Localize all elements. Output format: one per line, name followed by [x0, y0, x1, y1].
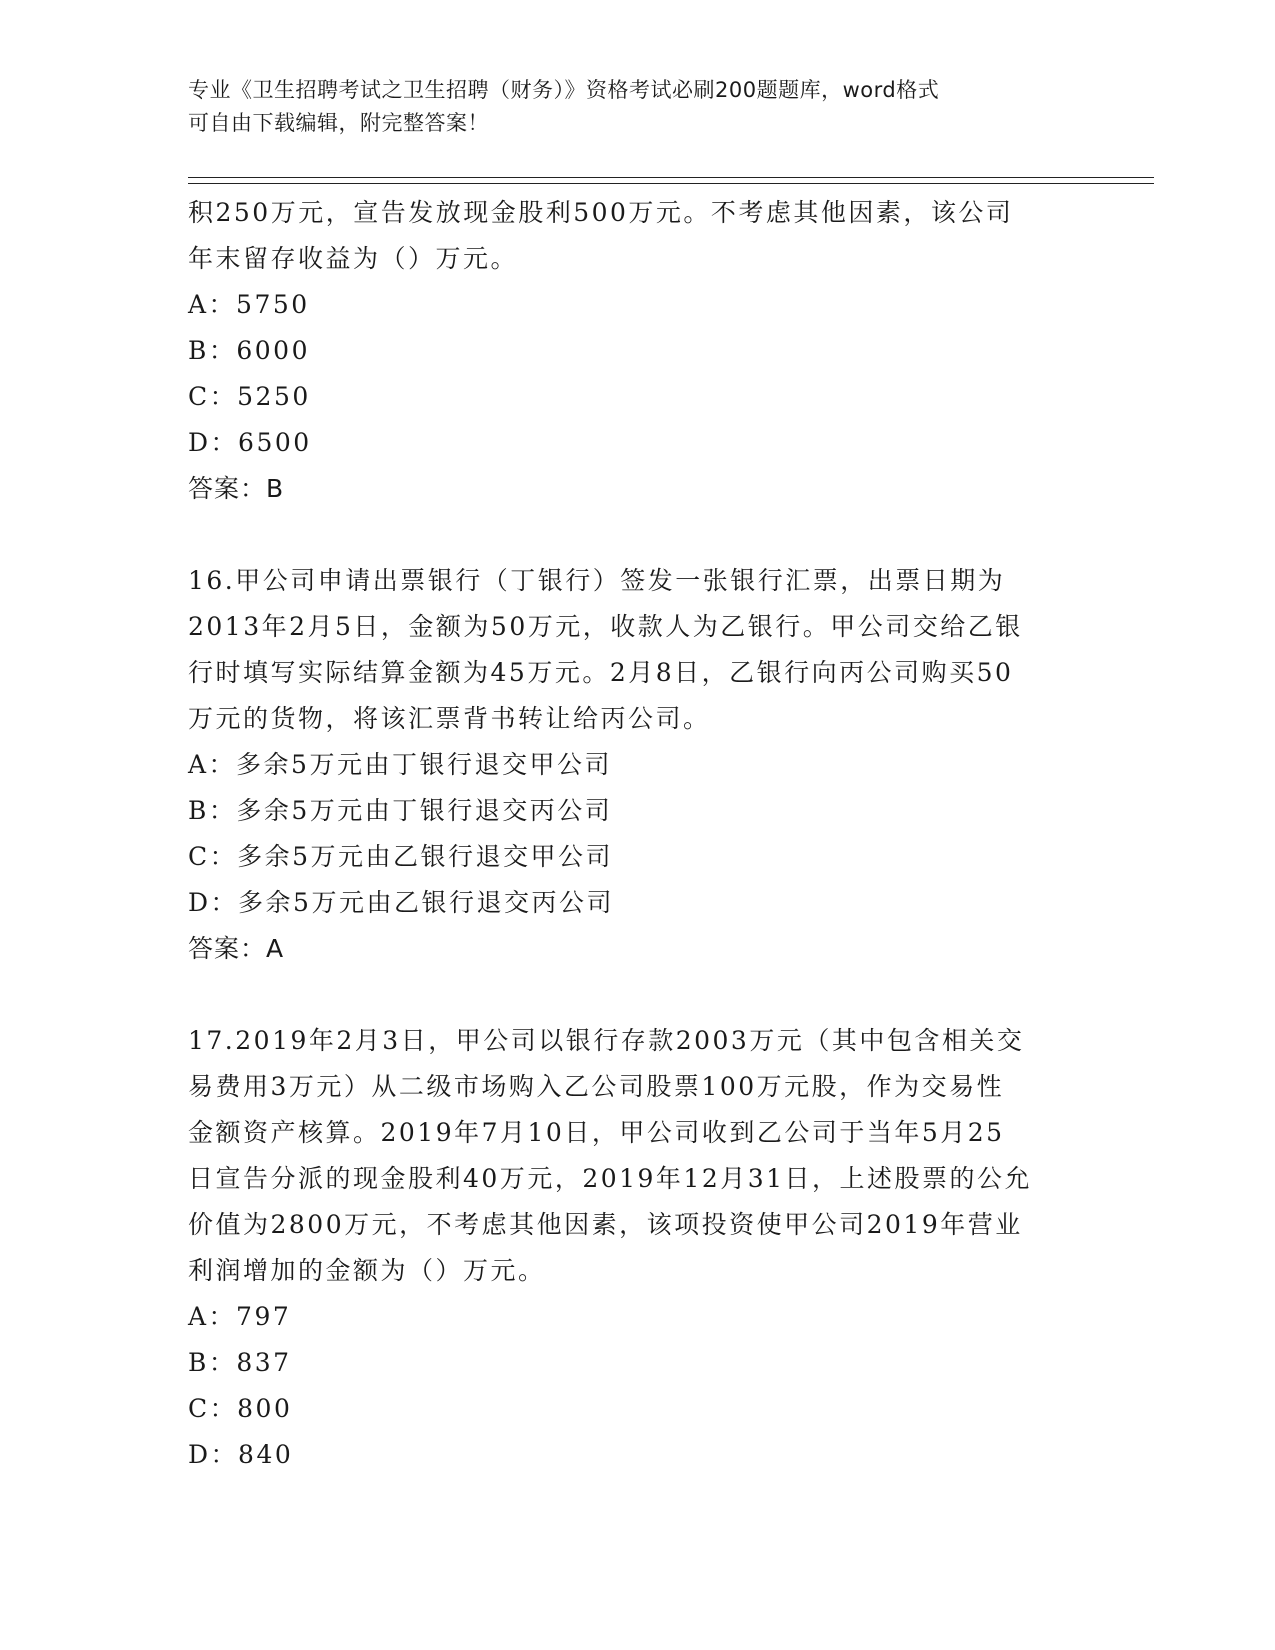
- question-stem-line: 17.2019年2月3日，甲公司以银行存款2003万元（其中包含相关交: [188, 1026, 1025, 1055]
- question-stem-line: 利润增加的金额为（）万元。: [188, 1256, 546, 1285]
- question-spacer: [188, 972, 1088, 1018]
- option-b: B：837: [188, 1348, 292, 1377]
- option-d: D：多余5万元由乙银行退交丙公司: [188, 888, 614, 917]
- question-block: [188, 1018, 1088, 1478]
- question-block: [188, 190, 1088, 512]
- question-stem-line: 价值为2800万元，不考虑其他因素，该项投资使甲公司2019年营业: [188, 1210, 1023, 1239]
- question-stem-line: 2013年2月5日，金额为50万元，收款人为乙银行。甲公司交给乙银: [188, 612, 1023, 641]
- option-d: D：840: [188, 1440, 294, 1469]
- header-title-line: 专业《卫生招聘考试之卫生招聘（财务）》资格考试必刷200题题库，word格式: [188, 78, 940, 102]
- option-c: C：5250: [188, 382, 311, 411]
- answer-line: 答案：B: [188, 474, 285, 503]
- answer-line: 答案：A: [188, 934, 285, 963]
- option-b: B：6000: [188, 336, 310, 365]
- question-stem-line: 16.甲公司申请出票银行（丁银行）签发一张银行汇票，出票日期为: [188, 566, 1006, 595]
- option-c: C：800: [188, 1394, 293, 1423]
- option-c: C：多余5万元由乙银行退交甲公司: [188, 842, 614, 871]
- option-b: B：多余5万元由丁银行退交丙公司: [188, 796, 613, 825]
- option-a: A：多余5万元由丁银行退交甲公司: [188, 750, 612, 779]
- header-divider: [188, 177, 1154, 178]
- question-stem-line: 日宣告分派的现金股利40万元，2019年12月31日，上述股票的公允: [188, 1164, 1033, 1193]
- option-a: A：797: [188, 1302, 292, 1331]
- page-header: [188, 74, 1068, 140]
- option-a: A：5750: [188, 290, 310, 319]
- question-stem-line: 易费用3万元）从二级市场购入乙公司股票100万元股，作为交易性: [188, 1072, 1005, 1101]
- question-stem-line: 行时填写实际结算金额为45万元。2月8日，乙银行向丙公司购买50: [188, 658, 1014, 687]
- header-divider: [188, 183, 1154, 184]
- question-stem-line: 万元的货物，将该汇票背书转让给丙公司。: [188, 704, 711, 733]
- header-title-line: 可自由下载编辑，附完整答案！: [188, 111, 489, 135]
- question-block: [188, 558, 1088, 972]
- option-d: D：6500: [188, 428, 312, 457]
- question-stem-line: 金额资产核算。2019年7月10日，甲公司收到乙公司于当年5月25: [188, 1118, 1005, 1147]
- document-body: [188, 190, 1088, 1478]
- question-spacer: [188, 512, 1088, 558]
- question-stem-line: 积250万元，宣告发放现金股利500万元。不考虑其他因素，该公司: [188, 198, 1014, 227]
- question-stem-line: 年末留存收益为（）万元。: [188, 244, 519, 273]
